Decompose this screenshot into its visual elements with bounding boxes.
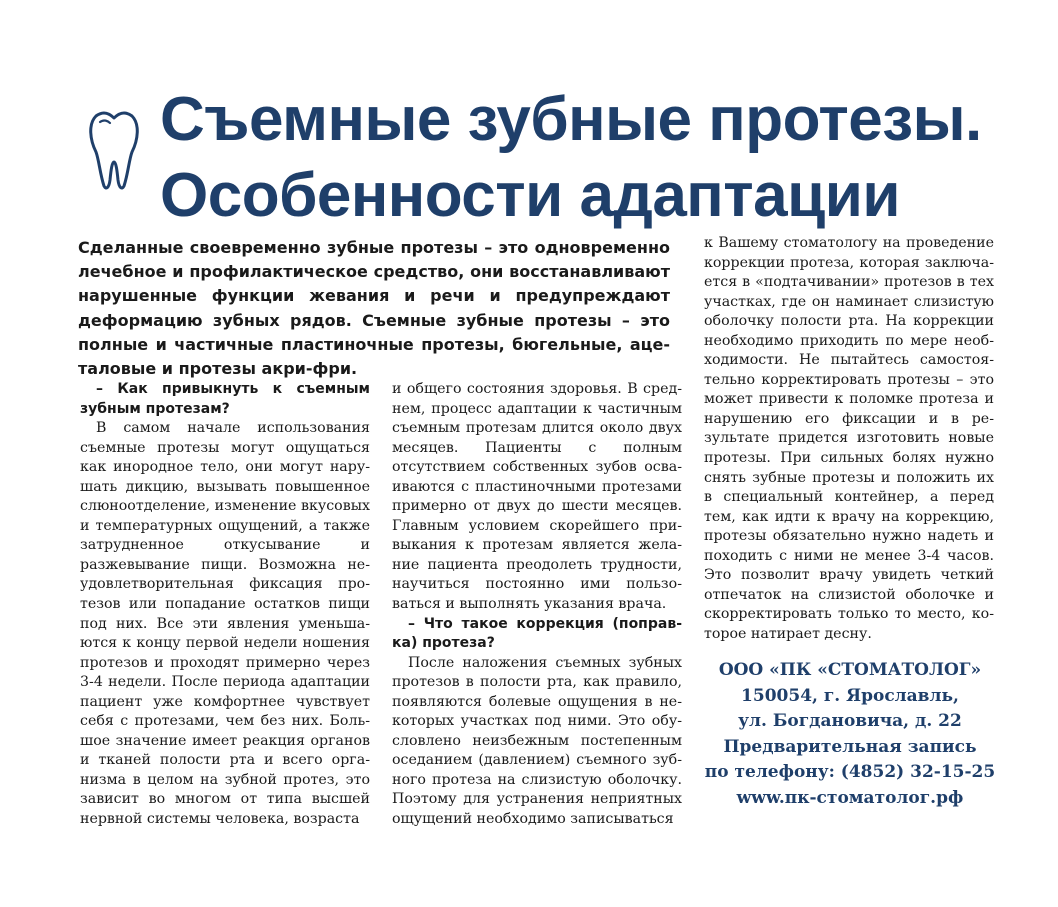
website-link[interactable]: www.пк-стоматолог.рф: [736, 787, 964, 808]
company-name: ООО «ПК «СТОМАТОЛОГ»: [718, 660, 982, 680]
column-1: [80, 380, 370, 830]
answer-2-part-2: к Вашему стоматологу на проведение коррекции протеза, которая заключается в «подтачивании» протезов в тех участках, где он наминает слизистую оболочку полости рта. На коррекции необходимо приходить по мере необходимости. Не пытайтесь самостоятельно корректировать протезы – это может привести к поломке протеза и нарушению его фиксации и в результате придется изготовить новые протезы. При сильных болях нужно снять зубные протезы и положить их в специальный контейнер, а перед тем, как идти к врачу на коррекцию, протезы обязательно нужно надеть и походить с ними не менее 3-4 часов. Это позволит врачу увидеть четкий отпечаток на слизистой оболочке и скорректировать только то место, которое натирает десну.: [704, 235, 994, 642]
title-line-1: Съемные зубные протезы.: [160, 85, 982, 154]
contact-block: [700, 658, 1000, 811]
address-city: 150054, г. Ярославль,: [741, 685, 959, 706]
title-line-2: Особенности адаптации: [160, 161, 900, 230]
lead-paragraph: Сделанные своевременно зубные протезы – это одновременно лечебное и профилактическое средство, они восстанавливают нарушенные функции жевания и речи и предупреждают деформацию зубных рядов. Съемные зубные протезы – это полные и частичные пластиночные протезы, бюгельные, ацеталовые и протезы акри-фри.: [78, 238, 670, 379]
address-street: ул. Богдановича, д. 22: [738, 711, 962, 731]
tooth-icon: [86, 108, 142, 192]
article-title: [160, 82, 982, 234]
answer-1-part-1: В самом начале использования съемные протезы могут ощущаться как инородное тело, они могут нарушать дикцию, вызывать повышенное слюноотделение, изменение вкусовых и температурных ощущений, а также затрудненное откусывание и разжевывание пищи. Возможна неудовлетворительная фиксация протезов или попадание остатков пищи под них. Все эти явления уменьшаются к концу первой недели ношения протезов и проходят примерно через 3-4 недели. После периода адаптации пациент уже комфортнее чувствует себя с протезами, чем без них. Большое значение имеет реакция органов и тканей полости рта и всего организма в целом на зубной протез, это зависит во многом от типа высшей нервной системы человека, возраста: [80, 420, 370, 828]
answer-1-part-2: и общего состояния здоровья. В среднем, процесс адаптации к частичным съемным протезам длится около двух месяцев. Пациенты с полным отсутствием собственных зубов осваиваются с пластиночными протезами примерно от двух до шести месяцев. Главным условием скорейшего привыкания к протезам является желание пациента преодолеть трудности, научиться постоянно ими пользоваться и выполнять указания врача.: [392, 381, 682, 613]
booking-phone: по телефону: (4852) 32-15-25: [704, 762, 996, 782]
column-3: [704, 234, 994, 644]
question-1: – Как привыкнуть к съемным зубным протезам?: [80, 381, 370, 417]
column-2: [392, 380, 682, 830]
booking-line-1: Предварительная запись: [723, 736, 977, 757]
answer-2-part-1: После наложения съемных зубных протезов в полости рта, как правило, появляются болевые ощущения в некоторых участках под ними. Это обусловлено неизбежным постепенным оседанием (давлением) съемного зубного протеза на слизистую оболочку. Поэтому для устранения неприятных ощущений необходимо записываться: [392, 654, 682, 828]
question-2: – Что такое коррекция (поправка) протеза?: [392, 615, 682, 652]
